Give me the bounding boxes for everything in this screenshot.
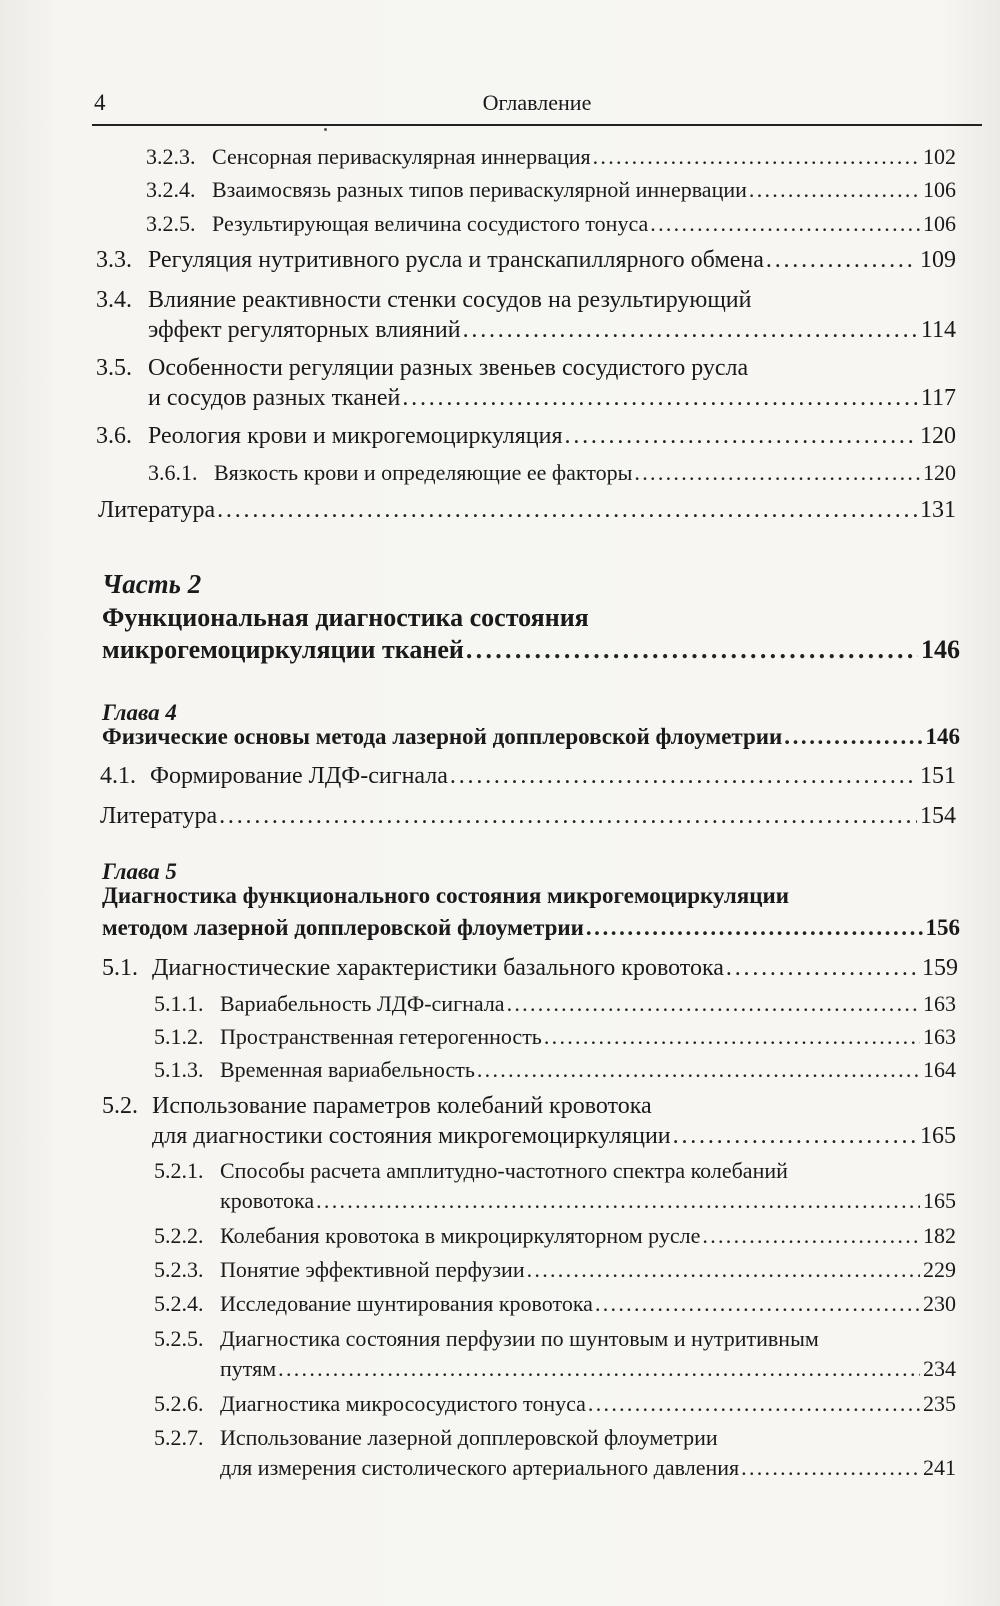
- toc-entry-4-1[interactable]: [100, 762, 956, 790]
- entry-label: Диагностика микрососудистого тонуса: [220, 1391, 586, 1416]
- entry-number: 3.5.: [96, 355, 132, 381]
- entry-page: 230: [923, 1291, 956, 1316]
- dot-leader: [586, 914, 923, 942]
- toc-entry-5-2-line1[interactable]: [102, 1092, 652, 1120]
- dot-leader: [741, 1454, 920, 1482]
- entry-label: Взаимосвязь разных типов периваскулярной иннервации: [212, 177, 747, 202]
- page-header: [92, 84, 982, 126]
- dot-leader: [477, 1056, 920, 1084]
- entry-label: Сенсорная периваскулярная иннервация: [212, 144, 591, 169]
- toc-entry-3-4-line2[interactable]: [148, 316, 956, 344]
- entry-label: и сосудов разных тканей: [148, 385, 401, 411]
- entry-number: 3.2.3.: [146, 144, 196, 169]
- toc-entry-5-2-5-line2[interactable]: [220, 1355, 956, 1383]
- entry-label: Вязкость крови и определяющие ее факторы: [214, 460, 633, 485]
- entry-page: 156: [925, 915, 960, 940]
- toc-entry-3-4-line1[interactable]: [96, 286, 751, 314]
- dot-leader: [766, 246, 917, 274]
- entry-number: 5.2.3.: [154, 1257, 204, 1282]
- entry-number: 5.1.1.: [154, 991, 204, 1016]
- entry-page: 114: [920, 317, 956, 343]
- dot-leader: [749, 176, 920, 204]
- entry-page: 151: [920, 763, 956, 789]
- dot-leader: [527, 1256, 920, 1284]
- entry-number: 3.2.4.: [146, 177, 196, 202]
- toc-entry-literature-4[interactable]: [100, 802, 956, 830]
- toc-entry-part-2[interactable]: [102, 634, 960, 666]
- toc-entry-5-1-3[interactable]: [154, 1056, 956, 1084]
- entry-number: 5.1.: [102, 955, 138, 981]
- entry-page: 159: [922, 955, 958, 981]
- entry-label: Диагностические характеристики базального кровотока: [152, 955, 724, 981]
- toc-entry-3-2-5[interactable]: [146, 210, 956, 238]
- dot-leader: [784, 723, 922, 751]
- entry-number: 3.6.1.: [148, 460, 198, 485]
- dot-leader: [450, 762, 917, 790]
- toc-entry-5-1-1[interactable]: [154, 990, 956, 1018]
- dot-leader: [544, 1023, 920, 1051]
- entry-label: эффект регуляторных влияний: [148, 317, 461, 343]
- entry-page: 163: [923, 991, 956, 1016]
- dot-leader: [595, 1290, 920, 1318]
- entry-label: кровотока: [220, 1188, 315, 1213]
- entry-number: 5.1.3.: [154, 1057, 204, 1082]
- toc-entry-literature-3[interactable]: [98, 496, 956, 524]
- dot-leader: [217, 496, 917, 524]
- entry-page: 154: [920, 803, 956, 829]
- toc-entry-3-5-line2[interactable]: [148, 384, 956, 412]
- entry-page: 241: [923, 1455, 956, 1480]
- entry-page: 234: [923, 1356, 956, 1381]
- entry-label: Регуляция нутритивного русла и транскапиллярного обмена: [148, 247, 764, 273]
- toc-entry-3-5-line1[interactable]: [96, 354, 748, 382]
- toc-entry-chapter-4[interactable]: [102, 723, 960, 751]
- entry-page: 235: [923, 1391, 956, 1416]
- entry-page: 131: [920, 497, 956, 523]
- toc-entry-5-2-2[interactable]: [154, 1222, 956, 1250]
- toc-entry-3-2-4[interactable]: [146, 176, 956, 204]
- dot-leader: [463, 316, 918, 344]
- dot-leader: [219, 802, 917, 830]
- toc-entry-5-2-7-line2[interactable]: [220, 1454, 956, 1482]
- entry-number: 5.2.2.: [154, 1223, 204, 1248]
- entry-page: 117: [920, 385, 956, 411]
- toc-entry-5-2-3[interactable]: [154, 1256, 956, 1284]
- entry-label: Использование лазерной допплеровской флоуметрии: [220, 1425, 718, 1450]
- entry-page: 106: [923, 211, 956, 236]
- entry-label: Реология крови и микрогемоциркуляция: [148, 423, 563, 449]
- entry-page: 106: [923, 177, 956, 202]
- print-speck: [324, 128, 327, 131]
- entry-label: для диагностики состояния микрогемоциркуляции: [152, 1123, 671, 1149]
- chapter-5-title-line1: Диагностика функционального состояния микрогемоциркуляции: [102, 883, 789, 908]
- dot-leader: [507, 990, 920, 1018]
- chapter-4-heading: Глава 4: [102, 700, 177, 725]
- entry-label: Вариабельность ЛДФ-сигнала: [220, 991, 505, 1016]
- entry-number: 5.2.6.: [154, 1391, 204, 1416]
- entry-label: Литература: [98, 497, 216, 523]
- dot-leader: [593, 143, 920, 171]
- entry-label: Диагностика состояния перфузии по шунтовым и нутритивным: [220, 1326, 819, 1351]
- dot-leader: [278, 1355, 920, 1383]
- entry-label: Литература: [100, 803, 218, 829]
- entry-label: Особенности регуляции разных звеньев сосудистого русла: [148, 355, 749, 381]
- toc-entry-5-1[interactable]: [102, 954, 958, 982]
- entry-page: 120: [920, 423, 956, 449]
- dot-leader: [634, 459, 920, 487]
- entry-page: 146: [925, 724, 960, 749]
- dot-leader: [588, 1390, 920, 1418]
- entry-label: Временная вариабельность: [220, 1057, 475, 1082]
- entry-label: для измерения систолического артериального давления: [220, 1455, 740, 1480]
- entry-page: 109: [920, 247, 956, 273]
- entry-label: Способы расчета амплитудно-частотного спектра колебаний: [220, 1158, 788, 1183]
- part-2-title-line1: Функциональная диагностика состояния: [102, 603, 589, 632]
- dot-leader: [466, 634, 918, 666]
- toc-entry-5-2-7-line1[interactable]: [154, 1424, 718, 1452]
- page-number: 4: [94, 90, 106, 115]
- entry-page: 165: [923, 1188, 956, 1213]
- entry-label: Пространственная гетерогенность: [220, 1024, 542, 1049]
- entry-label: Физические основы метода лазерной допплеровской флоуметрии: [102, 724, 783, 749]
- toc-entry-5-2-6[interactable]: [154, 1390, 956, 1418]
- toc-entry-5-1-2[interactable]: [154, 1023, 956, 1051]
- dot-leader: [316, 1187, 920, 1215]
- entry-number: 4.1.: [100, 763, 136, 789]
- entry-label: микрогемоциркуляции тканей: [102, 635, 464, 664]
- toc-entry-3-3[interactable]: [96, 246, 956, 274]
- entry-number: 5.2.: [102, 1093, 138, 1119]
- toc-entry-5-2-1-line2[interactable]: [220, 1187, 956, 1215]
- entry-number: 5.2.7.: [154, 1425, 204, 1450]
- toc-entry-3-6[interactable]: [96, 422, 956, 450]
- dot-leader: [650, 210, 920, 238]
- entry-number: 3.6.: [96, 423, 132, 449]
- entry-page: 102: [923, 144, 956, 169]
- entry-page: 165: [920, 1123, 956, 1149]
- dot-leader: [565, 422, 917, 450]
- entry-page: 146: [921, 635, 960, 664]
- entry-label: Исследование шунтирования кровотока: [220, 1291, 593, 1316]
- entry-label: Результирующая величина сосудистого тонуса: [212, 211, 649, 236]
- toc-entry-5-2-line2[interactable]: [152, 1122, 956, 1150]
- entry-label: путям: [220, 1356, 277, 1381]
- dot-leader: [726, 954, 919, 982]
- entry-label: методом лазерной допплеровской флоуметрии: [102, 915, 584, 940]
- entry-number: 5.1.2.: [154, 1024, 204, 1049]
- entry-number: 3.4.: [96, 287, 132, 313]
- toc-entry-3-2-3[interactable]: [146, 143, 956, 171]
- toc-entry-3-6-1[interactable]: [148, 459, 956, 487]
- toc-entry-5-2-5-line1[interactable]: [154, 1325, 819, 1353]
- dot-leader: [673, 1122, 917, 1150]
- entry-label: Понятие эффективной перфузии: [220, 1257, 525, 1282]
- entry-label: Колебания кровотока в микроциркуляторном русле: [220, 1223, 701, 1248]
- entry-number: 5.2.1.: [154, 1158, 204, 1183]
- part-2-heading: Часть 2: [102, 569, 202, 599]
- dot-leader: [402, 384, 918, 412]
- entry-page: 229: [923, 1257, 956, 1282]
- toc-entry-chapter-5[interactable]: [102, 914, 960, 942]
- toc-entry-5-2-1-line1[interactable]: [154, 1157, 788, 1185]
- dot-leader: [702, 1222, 920, 1250]
- entry-page: 120: [923, 460, 956, 485]
- entry-label: Использование параметров колебаний кровотока: [152, 1093, 652, 1119]
- entry-page: 163: [923, 1024, 956, 1049]
- toc-entry-5-2-4[interactable]: [154, 1290, 956, 1318]
- entry-label: Формирование ЛДФ-сигнала: [150, 763, 448, 789]
- entry-number: 3.2.5.: [146, 211, 196, 236]
- entry-page: 182: [923, 1223, 956, 1248]
- entry-number: 5.2.5.: [154, 1326, 204, 1351]
- entry-label: Влияние реактивности стенки сосудов на результирующий: [148, 287, 752, 313]
- entry-number: 3.3.: [96, 247, 132, 273]
- running-title: Оглавление: [482, 90, 592, 115]
- chapter-5-heading: Глава 5: [102, 859, 177, 884]
- entry-page: 164: [923, 1057, 956, 1082]
- entry-number: 5.2.4.: [154, 1291, 204, 1316]
